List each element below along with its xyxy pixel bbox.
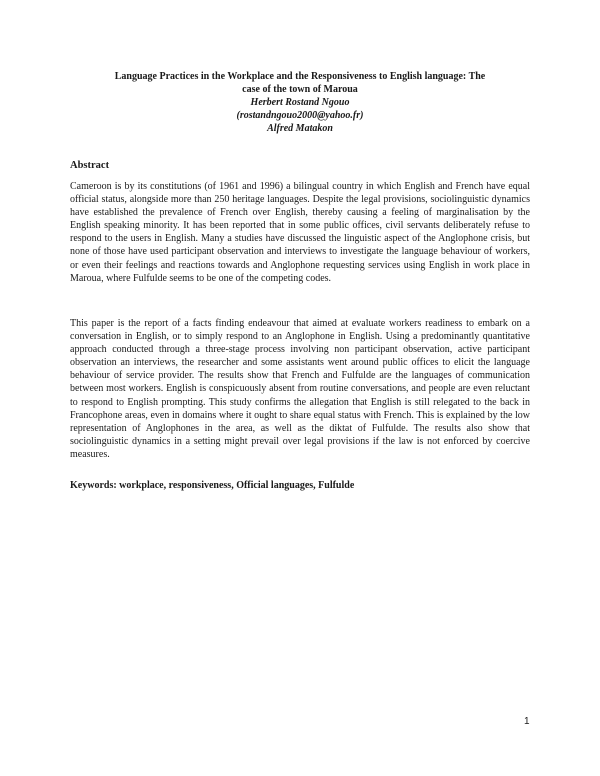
author-email: (rostandngouo2000@yahoo.fr) (236, 110, 364, 121)
page-number: 1 (524, 716, 530, 727)
keywords: Keywords: workplace, responsiveness, Official languages, Fulfulde (70, 480, 355, 491)
abstract-heading: Abstract (70, 160, 110, 171)
paper-title-line-2: case of the town of Maroua (242, 84, 358, 95)
author-name: Herbert Rostand Ngouo (250, 97, 350, 108)
paper-title-line-1: Language Practices in the Workplace and the Responsiveness to English language: The (114, 71, 486, 82)
abstract-paragraph-2: This paper is the report of a facts finding endeavour that aimed at evaluate workers readiness to embark on a conversation in English, or to simply respond to an Anglophone in English. Using a predominantly quantitative approach conducted through a three-stage process involving non participant observation, active participant observation an interviews, the researcher and some assistants went around public offices to elicit the language behaviour of service provider. The results show that French and Fulfulde are the languages of communication between most workers. English is conspicuously absent from routine conversations, and people are even reluctant to respond to English prompting. This study confirms the allegation that English is still relegated to the back in Francophone areas, even in domains where it ought to share equal status with French. This is explained by the low representation of Anglophones in the area, as well as the diktat of Fulfulde. The results also show that sociolinguistic dynamics in a setting might prevail over legal provisions if the law is not enforced by coercive measures. (70, 318, 530, 460)
paper-header (70, 70, 530, 135)
abstract-paragraph-1: Cameroon is by its constitutions (of 1961 and 1996) a bilingual country in which English and French have equal official status, alongside more than 250 heritage languages. Despite the legal provisions, sociolinguistic dynamics have established the prevalence of French over English, thereby causing a feeling of marginalisation by the English speaking minority. It has been reported that in some public offices, civil servants deliberately refuse to respond to the users in English. Many a studies have discussed the linguistic aspect of the Anglophone crisis, but none of those have used participant observation and interviews to investigate the language behaviour of workers, or even their feelings and reactions towards and Anglophone requesting services using English in work place in Maroua, where Fulfulde seems to be one of the competing codes. (70, 181, 530, 284)
coauthor-name: Alfred Matakon (267, 123, 333, 134)
